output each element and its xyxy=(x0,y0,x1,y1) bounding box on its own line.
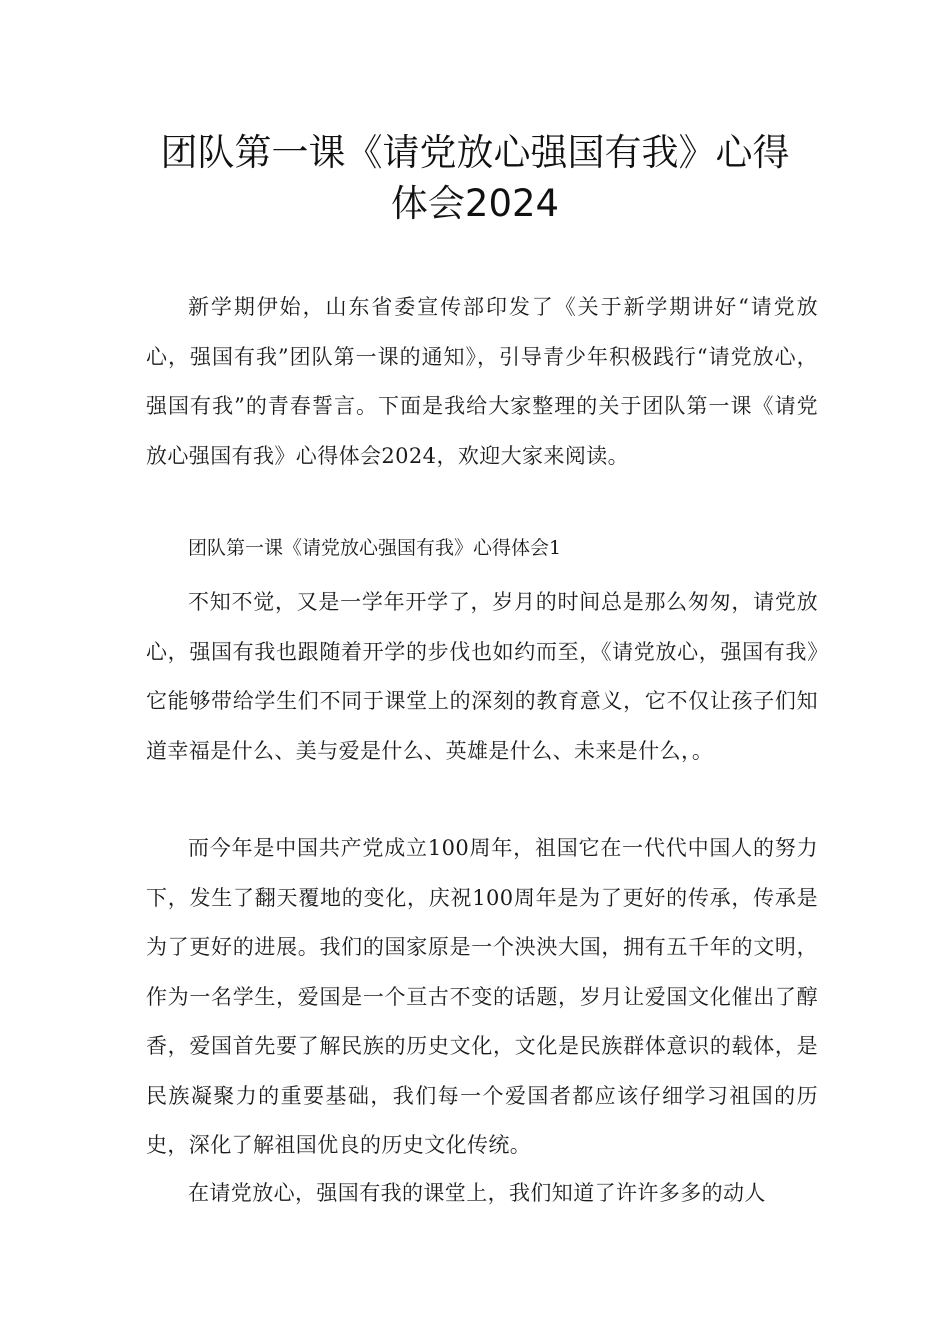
body-paragraph-1: 不知不觉，又是一学年开学了，岁月的时间总是那么匆匆，请党放心，强国有我也跟随着开学的步伐也如约而至，《请党放心，强国有我》它能够带给学生们不同于课堂上的深刻的教育意义，它不仅让孩子们知道幸福是什么、美与爱是什么、英雄是什么、未来是什么，。 xyxy=(146,590,818,763)
body-paragraph-3: 在请党放心，强国有我的课堂上，我们知道了许许多多的动人 xyxy=(188,1181,766,1205)
document-title-line-1: 团队第一课《请党放心强国有我》心得 xyxy=(160,131,790,174)
section-heading: 团队第一课《请党放心强国有我》心得体会1 xyxy=(188,537,562,559)
body-paragraph-2: 而今年是中国共产党成立100周年，祖国它在一代代中国人的努力下，发生了翻天覆地的变化，庆祝100周年是为了更好的传承，传承是为了更好的进展。我们的国家原是一个泱泱大国，拥有五千年的文明，作为一名学生，爱国是一个亘古不变的话题，岁月让爱国文化催出了醇香，爱国首先要了解民族的历史文化，文化是民族群体意识的载体，是民族凝聚力的重要基础，我们每一个爱国者都应该仔细学习祖国的历史，深化了解祖国优良的历史文化传统。 xyxy=(146,836,818,1157)
document-title-line-2: 体会2024 xyxy=(390,182,560,225)
intro-paragraph: 新学期伊始，山东省委宣传部印发了《关于新学期讲好“请党放心，强国有我”团队第一课的通知》，引导青少年积极践行“请党放心，强国有我”的青春誓言。下面是我给大家整理的关于团队第一课《请党放心强国有我》心得体会2024，欢迎大家来阅读。 xyxy=(146,295,818,468)
